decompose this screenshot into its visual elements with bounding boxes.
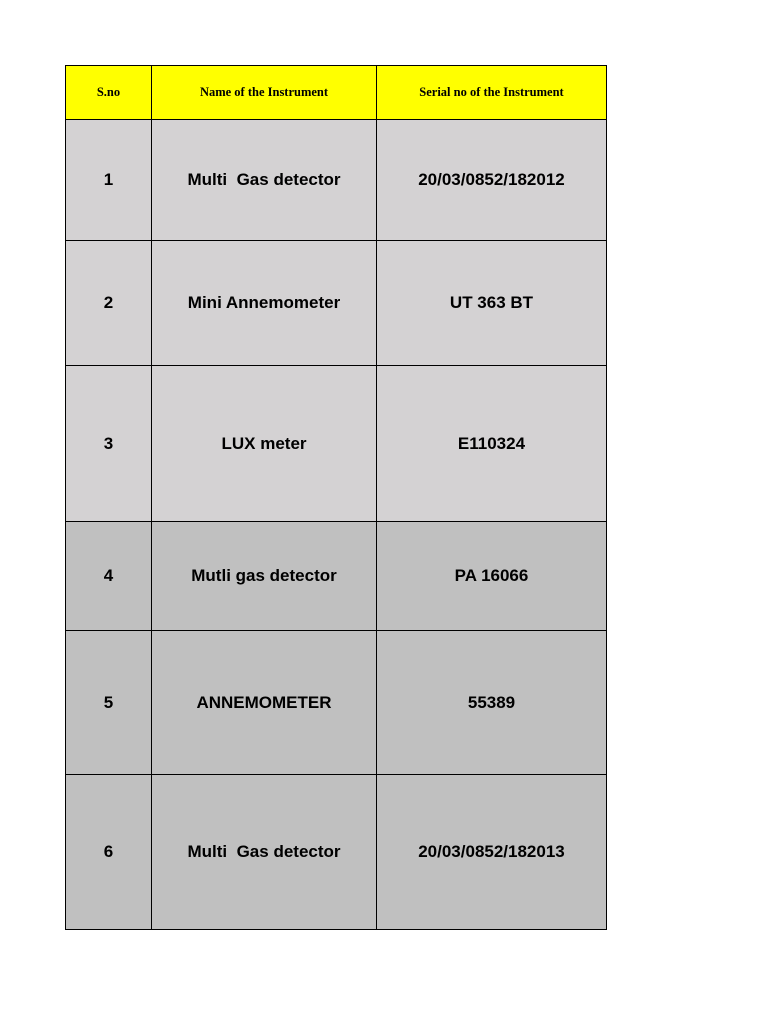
cell-sno: 2 <box>66 241 152 366</box>
cell-instrument-name: ANNEMOMETER <box>152 631 377 775</box>
table-row <box>66 120 607 241</box>
table-row <box>66 241 607 366</box>
cell-serial-no: 20/03/0852/182012 <box>377 120 607 241</box>
cell-sno: 5 <box>66 631 152 775</box>
table-row <box>66 366 607 522</box>
instrument-table <box>65 65 607 930</box>
cell-sno: 4 <box>66 522 152 631</box>
cell-sno: 1 <box>66 120 152 241</box>
cell-instrument-name: Mutli gas detector <box>152 522 377 631</box>
cell-serial-no: E110324 <box>377 366 607 522</box>
table-row <box>66 775 607 930</box>
cell-instrument-name: Multi Gas detector <box>152 775 377 930</box>
header-instrument-name: Name of the Instrument <box>152 66 377 120</box>
table-row <box>66 631 607 775</box>
cell-instrument-name: LUX meter <box>152 366 377 522</box>
header-sno: S.no <box>66 66 152 120</box>
header-serial-no: Serial no of the Instrument <box>377 66 607 120</box>
cell-instrument-name: Mini Annemometer <box>152 241 377 366</box>
cell-serial-no: UT 363 BT <box>377 241 607 366</box>
cell-serial-no: 55389 <box>377 631 607 775</box>
cell-sno: 3 <box>66 366 152 522</box>
cell-instrument-name: Multi Gas detector <box>152 120 377 241</box>
table-row <box>66 522 607 631</box>
table-header-row <box>66 66 607 120</box>
cell-serial-no: PA 16066 <box>377 522 607 631</box>
cell-sno: 6 <box>66 775 152 930</box>
cell-serial-no: 20/03/0852/182013 <box>377 775 607 930</box>
